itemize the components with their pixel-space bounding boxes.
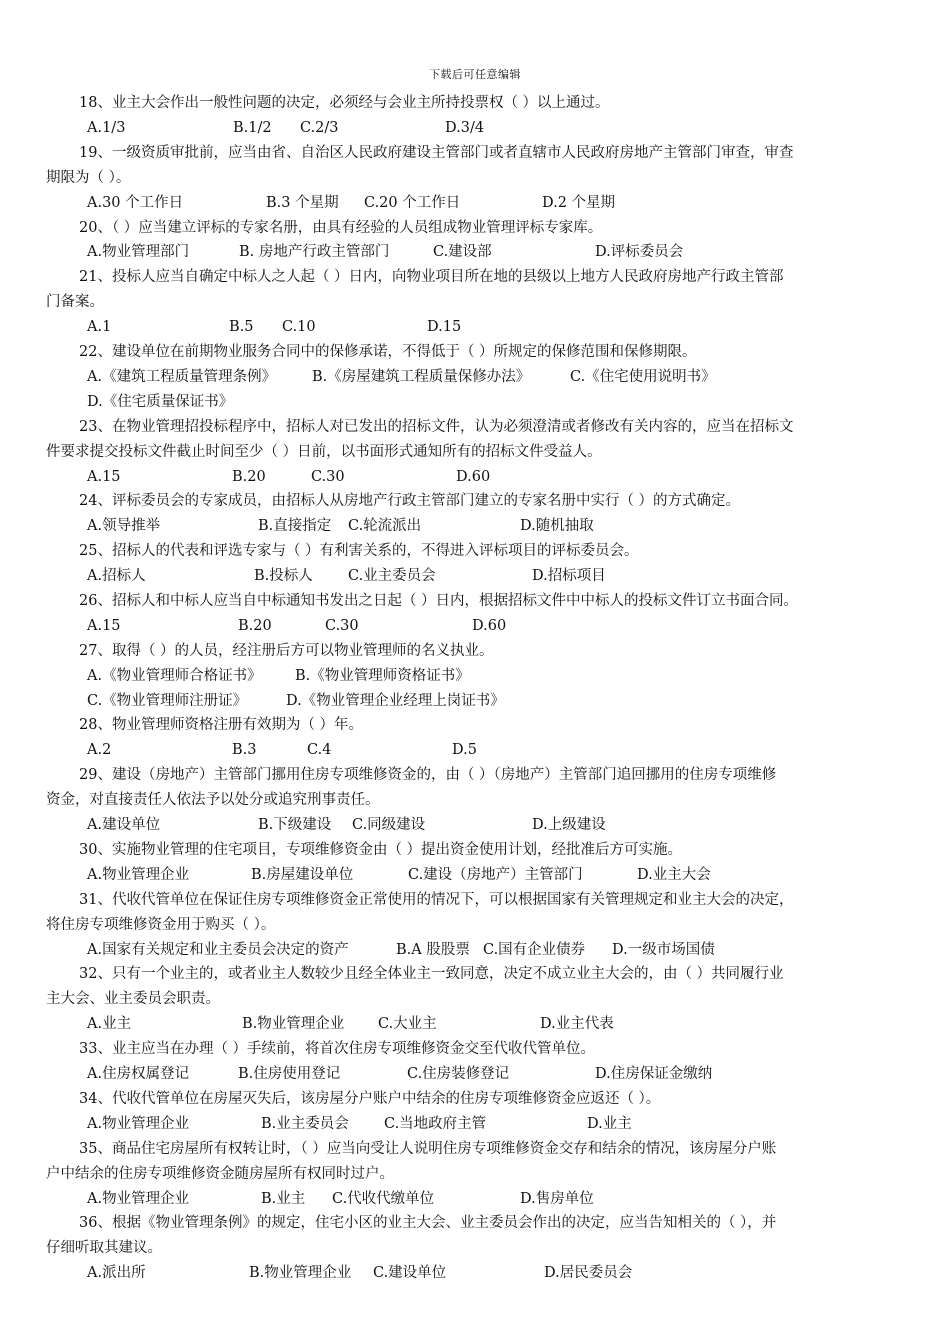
- question-text: 24、评标委员会的专家成员，由招标人从房地产行政主管部门建立的专家名册中实行（ ）的方式确定。: [79, 493, 741, 510]
- question-text: 23、在物业管理招投标程序中，招标人对已发出的招标文件，认为必须澄清或者修改有关内容的，应当在招标文: [79, 418, 794, 435]
- question-text: 20、（ ）应当建立评标的专家名册，由具有经验的人员组成物业管理评标专家库。: [79, 219, 603, 236]
- answer-option: D.评标委员会: [595, 244, 684, 261]
- question-block: [46, 589, 908, 639]
- question-text: 33、业主应当在办理（ ）手续前，将首次住房专项维修资金交至代收代管单位。: [79, 1041, 596, 1058]
- answer-option: A.业主: [87, 1016, 132, 1033]
- question-text: 25、招标人的代表和评选专家与（ ）有利害关系的，不得进入评标项目的评标委员会。: [79, 543, 639, 560]
- answer-option: D.一级市场国债: [612, 941, 715, 958]
- answer-option: D.《住宅质量保证书》: [87, 393, 234, 410]
- answer-option: D.业主: [587, 1115, 632, 1132]
- options-row: [46, 390, 908, 415]
- answer-option: C.建设部: [433, 244, 492, 261]
- answer-option: A.2: [87, 742, 112, 759]
- answer-option: B.业主: [261, 1190, 306, 1207]
- question-block: [46, 1211, 908, 1286]
- answer-option: D.居民委员会: [544, 1265, 633, 1282]
- question-text: 36、根据《物业管理条例》的规定，住宅小区的业主大会、业主委员会作出的决定，应当告知相关的（ ），并: [79, 1215, 777, 1232]
- answer-option: A.《物业管理师合格证书》: [87, 667, 262, 684]
- page-header: 下载后可任意编辑: [429, 68, 521, 81]
- answer-option: B.3: [232, 742, 257, 759]
- question-text-continued: 件要求提交投标文件截止时间至少（ ）日前，以书面形式通知所有的招标文件受益人。: [46, 443, 602, 460]
- options-row: [46, 465, 908, 490]
- answer-option: B.3 个星期: [266, 194, 339, 211]
- answer-option: C.30: [325, 617, 359, 634]
- answer-option: B.直接指定: [258, 518, 332, 535]
- answer-option: C.代收代缴单位: [332, 1190, 435, 1207]
- question-text-continued: 资金，对直接责任人依法予以处分或追究刑事责任。: [46, 792, 380, 809]
- options-row: [46, 1187, 908, 1212]
- question-block: [46, 962, 908, 1037]
- answer-option: A.领导推举: [87, 518, 161, 535]
- options-row: [46, 514, 908, 539]
- answer-option: D.业主代表: [540, 1016, 614, 1033]
- options-row: [46, 664, 908, 689]
- question-text: 32、只有一个业主的，或者业主人数较少且经全体业主一致同意，决定不成立业主大会的，由（ ）共同履行业: [79, 966, 784, 983]
- answer-option: A.15: [87, 617, 121, 634]
- question-text-continued: 户中结余的住房专项维修资金随房屋所有权同时过户。: [46, 1165, 394, 1182]
- answer-option: C.大业主: [378, 1016, 437, 1033]
- answer-option: B.1/2: [233, 119, 272, 136]
- answer-option: C.2/3: [300, 119, 339, 136]
- question-text: 28、物业管理师资格注册有效期为（ ）年。: [79, 717, 364, 734]
- answer-option: B.住房使用登记: [238, 1066, 341, 1083]
- question-block: [46, 888, 908, 963]
- answer-option: A.《建筑工程质量管理条例》: [87, 368, 277, 385]
- options-row: [46, 240, 908, 265]
- question-text-continued: 仔细听取其建议。: [46, 1240, 162, 1257]
- question-block: [46, 838, 908, 888]
- answer-option: B. 房地产行政主管部门: [239, 244, 390, 261]
- options-row: [46, 116, 908, 141]
- question-block: [46, 539, 908, 589]
- question-block: [46, 216, 908, 266]
- answer-option: B.《物业管理师资格证书》: [295, 667, 470, 684]
- answer-option: C.10: [282, 319, 316, 336]
- answer-option: B.投标人: [254, 568, 313, 585]
- answer-option: A.1: [87, 319, 112, 336]
- question-text: 31、代收代管单位在保证住房专项维修资金正常使用的情况下，可以根据国家有关管理规定和业主大会的决定，: [79, 891, 794, 908]
- question-text-continued: 门备案。: [46, 294, 104, 311]
- question-block: [46, 1087, 908, 1137]
- question-block: [46, 1137, 908, 1212]
- options-row: [46, 1062, 908, 1087]
- options-row: [46, 938, 908, 963]
- answer-option: C.住房装修登记: [407, 1066, 510, 1083]
- question-block: [46, 91, 908, 141]
- answer-option: A.物业管理部门: [87, 244, 190, 261]
- answer-option: B.《房屋建筑工程质量保修办法》: [312, 368, 531, 385]
- answer-option: B.5: [229, 319, 254, 336]
- options-row: [46, 564, 908, 589]
- question-text: 30、实施物业管理的住宅项目，专项维修资金由（ ）提出资金使用计划，经批准后方可实施。: [79, 841, 683, 858]
- options-row: [46, 1012, 908, 1037]
- answer-option: D.招标项目: [532, 568, 606, 585]
- question-text: 22、建设单位在前期物业服务合同中的保修承诺，不得低于（ ）所规定的保修范围和保修期限。: [79, 344, 697, 360]
- question-text: 18、业主大会作出一般性问题的决定，必须经与会业主所持投票权（ ）以上通过。: [79, 95, 610, 111]
- question-block: [46, 489, 908, 539]
- answer-option: B.物业管理企业: [249, 1265, 352, 1282]
- answer-option: A.国家有关规定和业主委员会决定的资产: [87, 941, 349, 958]
- question-block: [46, 713, 908, 763]
- answer-option: C.轮流派出: [348, 518, 422, 535]
- answer-option: B.业主委员会: [261, 1115, 349, 1132]
- answer-option: D.售房单位: [520, 1190, 594, 1207]
- options-row: [46, 689, 908, 714]
- answer-option: B.物业管理企业: [242, 1016, 345, 1033]
- answer-option: D.3/4: [445, 119, 485, 136]
- answer-option: B.A 股股票: [396, 941, 470, 958]
- question-block: [46, 1037, 908, 1087]
- answer-option: A.15: [87, 468, 121, 485]
- question-list: [46, 91, 908, 1286]
- answer-option: C.30: [311, 468, 345, 485]
- options-row: [46, 315, 908, 340]
- answer-option: A.建设单位: [87, 817, 161, 834]
- answer-option: A.住房权属登记: [87, 1066, 190, 1083]
- question-block: [46, 639, 908, 714]
- answer-option: D.5: [452, 742, 477, 759]
- question-text: 29、建设（房地产）主管部门挪用住房专项维修资金的，由（ ）（房地产）主管部门追回挪用的住房专项维修: [79, 767, 777, 784]
- answer-option: C.国有企业债券: [483, 941, 586, 958]
- answer-option: D.住房保证金缴纳: [595, 1066, 713, 1083]
- answer-option: D.15: [427, 319, 462, 336]
- answer-option: A.派出所: [87, 1265, 146, 1282]
- options-row: [46, 863, 908, 888]
- answer-option: C.当地政府主管: [384, 1115, 487, 1132]
- answer-option: C.4: [307, 742, 332, 759]
- options-row: [46, 191, 908, 216]
- question-text: 19、一级资质审批前，应当由省、自治区人民政府建设主管部门或者直辖市人民政府房地产主管部门审查，审查: [79, 144, 794, 161]
- answer-option: A.招标人: [87, 568, 146, 585]
- answer-option: C.《住宅使用说明书》: [570, 368, 716, 385]
- answer-option: C.建设单位: [373, 1265, 447, 1282]
- question-text-continued: 将住房专项维修资金用于购买（ ）。: [46, 916, 276, 933]
- options-row: [46, 1261, 908, 1286]
- answer-option: C.《物业管理师注册证》: [87, 692, 248, 709]
- answer-option: C.20 个工作日: [364, 194, 461, 211]
- question-block: [46, 265, 908, 340]
- answer-option: A.1/3: [87, 119, 126, 136]
- question-text: 34、代收代管单位在房屋灭失后，该房屋分户账户中结余的住房专项维修资金应返还（ ）。: [79, 1090, 661, 1107]
- question-text: 26、招标人和中标人应当自中标通知书发出之日起（ ）日内，根据招标文件中中标人的投标文件订立书面合同。: [79, 592, 799, 609]
- options-row: [46, 365, 908, 390]
- question-text-continued: 期限为（ ）。: [46, 169, 131, 186]
- answer-option: A.30 个工作日: [87, 194, 184, 211]
- question-block: [46, 340, 908, 415]
- options-row: [46, 1112, 908, 1137]
- answer-option: A.物业管理企业: [87, 1115, 190, 1132]
- answer-option: D.2 个星期: [542, 194, 616, 211]
- answer-option: D.60: [456, 468, 491, 485]
- options-row: [46, 738, 908, 763]
- answer-option: B.下级建设: [258, 817, 332, 834]
- question-text: 27、取得（ ）的人员，经注册后方可以物业管理师的名义执业。: [79, 642, 494, 659]
- question-block: [46, 763, 908, 838]
- answer-option: D.随机抽取: [520, 518, 594, 535]
- answer-option: C.业主委员会: [348, 568, 436, 585]
- answer-option: B.20: [232, 468, 266, 485]
- answer-option: D.业主大会: [637, 866, 711, 883]
- answer-option: C.建设（房地产）主管部门: [408, 866, 583, 883]
- answer-option: B.20: [238, 617, 272, 634]
- answer-option: D.上级建设: [532, 817, 606, 834]
- answer-option: A.物业管理企业: [87, 866, 190, 883]
- question-block: [46, 415, 908, 490]
- options-row: [46, 813, 908, 838]
- options-row: [46, 614, 908, 639]
- question-block: [46, 141, 908, 216]
- question-text-continued: 主大会、业主委员会职责。: [46, 991, 220, 1008]
- question-text: 35、商品住宅房屋所有权转让时，（ ）应当向受让人说明住房专项维修资金交存和结余的情况，该房屋分户账: [79, 1140, 777, 1157]
- answer-option: D.《物业管理企业经理上岗证书》: [286, 692, 505, 709]
- question-text: 21、投标人应当自确定中标人之人起（ ）日内，向物业项目所在地的县级以上地方人民政府房地产行政主管部: [79, 269, 784, 286]
- answer-option: A.物业管理企业: [87, 1190, 190, 1207]
- answer-option: D.60: [472, 617, 507, 634]
- answer-option: B.房屋建设单位: [251, 866, 354, 883]
- answer-option: C.同级建设: [352, 817, 426, 834]
